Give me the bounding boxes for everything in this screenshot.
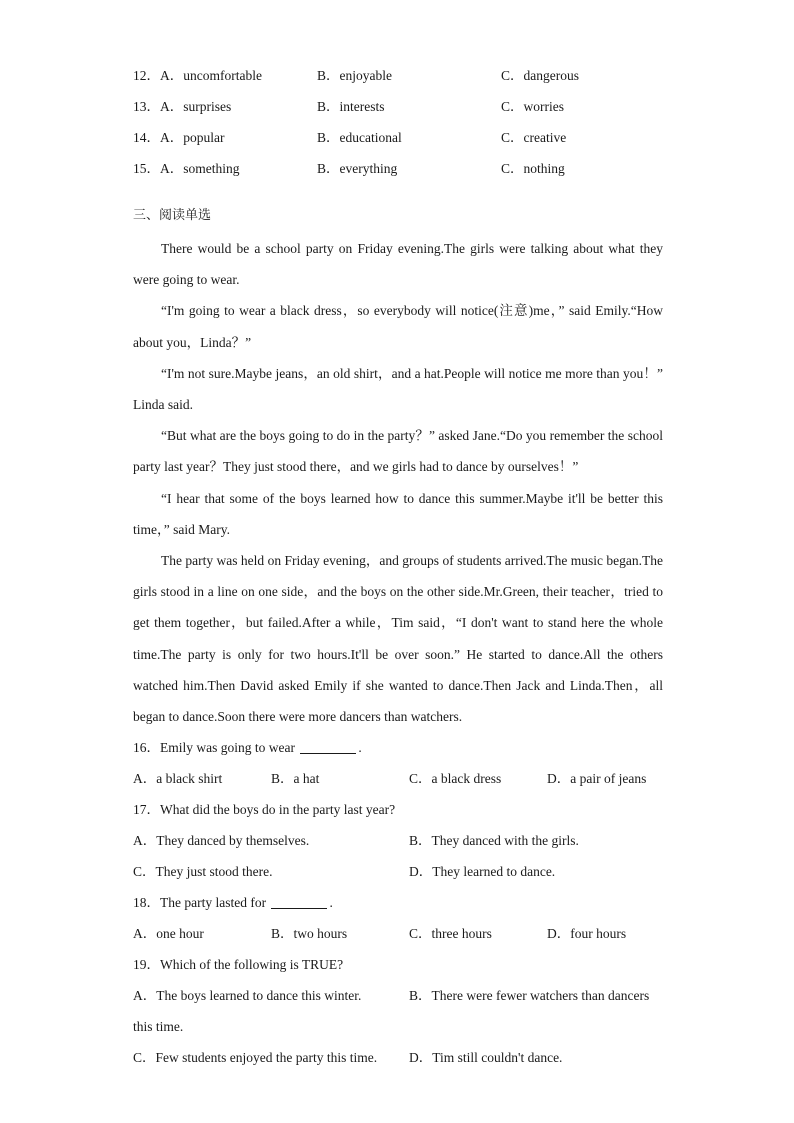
passage-paragraph: There would be a school party on Friday evening.The girls were talking about what they were going to wear. <box>133 241 663 288</box>
option-c[interactable]: C．Few students enjoyed the party this time. <box>133 1050 378 1066</box>
question-text: The party lasted for <box>160 895 267 911</box>
answer-blank <box>271 896 327 909</box>
option-c[interactable]: C．a black dress <box>409 771 502 787</box>
question-text-end: . <box>329 895 333 911</box>
option-b[interactable]: B．a hat <box>271 771 320 787</box>
question-row <box>133 153 663 184</box>
question-number: 13． <box>133 99 160 114</box>
option-c[interactable]: C．dangerous <box>501 68 579 83</box>
question-text: Emily was going to wear <box>160 740 295 756</box>
option-b[interactable]: B．two hours <box>271 926 348 942</box>
answer-blank <box>300 741 356 754</box>
question-row <box>133 91 663 122</box>
option-b[interactable]: B．They danced with the girls. <box>409 833 579 849</box>
option-b-continued: this time. <box>133 1019 184 1035</box>
worksheet-page <box>133 60 663 1073</box>
option-c[interactable]: C．three hours <box>409 926 492 942</box>
cloze-options <box>133 60 663 184</box>
question-number: 15． <box>133 161 160 176</box>
option-c[interactable]: C．nothing <box>501 161 565 176</box>
question-stem <box>133 949 663 980</box>
question-text: Which of the following is TRUE? <box>160 957 344 973</box>
option-d[interactable]: D．a pair of jeans <box>547 771 647 787</box>
option-a[interactable]: A．uncomfortable <box>160 68 262 83</box>
option-b[interactable]: B．There were fewer watchers than dancers <box>409 988 650 1004</box>
passage-paragraph: The party was held on Friday evening，and groups of students arrived.The music began.The girls stood in a line on one side，and the boys on the other side.Mr.Green, their teacher，tried to get them together，but failed.After a while，Tim said，“I don't want to stand here the whole time.The party is only for two hours.It'll be over soon.” He started to dance.All the others watched him.Then David asked Emily if she wanted to dance.Then Jack and Linda.Then，all began to dance.Soon there were more dancers than watchers. <box>133 553 663 725</box>
option-a[interactable]: A．popular <box>160 130 225 145</box>
option-a[interactable]: A．The boys learned to dance this winter. <box>133 988 362 1004</box>
question-row <box>133 60 663 91</box>
reading-passage <box>133 233 663 732</box>
options-row <box>133 856 663 887</box>
option-b[interactable]: B．everything <box>317 161 398 176</box>
option-b[interactable]: B．educational <box>317 130 402 145</box>
option-d[interactable]: D．four hours <box>547 926 627 942</box>
options-row <box>133 980 663 1011</box>
option-c[interactable]: C．They just stood there. <box>133 864 273 880</box>
option-a[interactable]: A．a black shirt <box>133 771 223 787</box>
option-b[interactable]: B．interests <box>317 99 385 114</box>
option-a[interactable]: A．surprises <box>160 99 232 114</box>
passage-paragraph: “But what are the boys going to do in the party？” asked Jane.“Do you remember the school party last year？They just stood there，and we girls had to dance by ourselves！” <box>133 428 663 475</box>
question-row <box>133 122 663 153</box>
option-d[interactable]: D．Tim still couldn't dance. <box>409 1050 563 1066</box>
options-row-continued <box>133 1011 663 1042</box>
passage-paragraph: “I'm not sure.Maybe jeans，an old shirt，and a hat.People will notice me more than you！” Linda said. <box>133 365 663 413</box>
option-c[interactable]: C．worries <box>501 99 564 114</box>
option-a[interactable]: A．They danced by themselves. <box>133 833 310 849</box>
question-number: 12． <box>133 68 160 83</box>
question-number: 17． <box>133 802 160 818</box>
options-row <box>133 763 663 794</box>
options-row <box>133 825 663 856</box>
question-number: 16． <box>133 740 160 756</box>
options-row <box>133 918 663 949</box>
option-a[interactable]: A．something <box>160 161 240 176</box>
question-number: 19． <box>133 957 160 973</box>
passage-paragraph: “I'm going to wear a black dress，so everybody will notice(注意)me，” said Emily.“How about you，Linda？” <box>133 303 663 350</box>
question-text: What did the boys do in the party last year? <box>160 802 396 818</box>
option-a[interactable]: A．one hour <box>133 926 204 942</box>
question-stem <box>133 887 663 918</box>
passage-paragraph: “I hear that some of the boys learned how to dance this summer.Maybe it'll be better this time，” said Mary. <box>133 490 663 537</box>
question-stem <box>133 732 663 763</box>
options-row <box>133 1042 663 1073</box>
option-d[interactable]: D．They learned to dance. <box>409 864 556 880</box>
question-number: 14． <box>133 130 160 145</box>
question-stem <box>133 794 663 825</box>
option-b[interactable]: B．enjoyable <box>317 68 392 83</box>
section-title: 三、阅读单选 <box>133 208 212 223</box>
question-text-end: . <box>358 740 362 756</box>
question-number: 18． <box>133 895 160 911</box>
option-c[interactable]: C．creative <box>501 130 567 145</box>
